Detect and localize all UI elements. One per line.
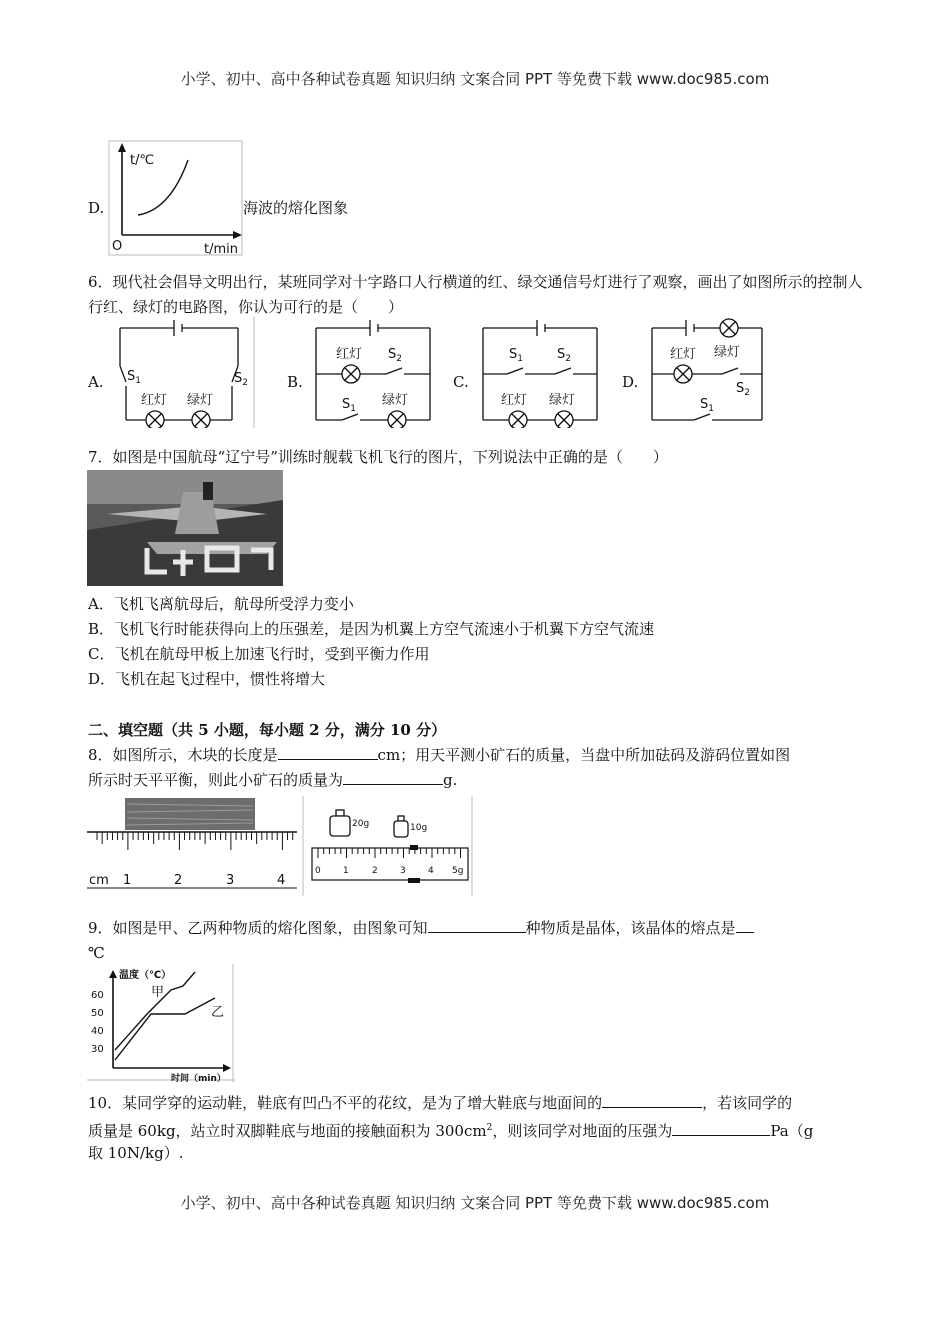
q6a-green-lamp-label: 绿灯	[187, 393, 214, 408]
q9-y-label: 温度（℃）	[119, 970, 172, 981]
q9-y-tick-60: 60	[91, 990, 104, 1001]
q6-circuit-b	[308, 316, 438, 428]
q5-melting-graph	[108, 140, 248, 258]
q8-scale-tick-4: 4	[428, 866, 434, 876]
q9-melting-point-blank[interactable]	[736, 916, 754, 933]
q9-y-tick-30: 30	[91, 1044, 104, 1055]
q10-line-2: 质量是 60kg，站立时双脚鞋底与地面的接触面积为 $300cm^2$，则该同学对地面的压强为 Pa（g	[88, 1116, 868, 1144]
q6-circuit-c	[475, 316, 605, 428]
q8-ruler-tick-1: 1	[123, 873, 132, 888]
q9-crystal-blank[interactable]	[428, 916, 526, 933]
q7-option-c: C．飞机在航母甲板上加速飞行时，受到平衡力作用	[88, 645, 430, 663]
q6-option-a: A.	[88, 373, 104, 391]
q8-line-1: 8．如图所示，木块的长度是 cm；用天平测小矿石的质量，当盘中所加砝码及游码位置如图	[88, 743, 868, 768]
q6b-s1-label: $S_1$	[342, 397, 356, 414]
q9-series-jia: 甲	[151, 985, 165, 1000]
q6c-s1-label: $S_1$	[509, 347, 523, 364]
q9-melting-graph	[87, 964, 235, 1082]
q5-y-axis-label: t/℃	[130, 153, 155, 168]
q6d-s2-label: $S_2$	[736, 381, 750, 398]
q6d-red-lamp-label: 红灯	[670, 347, 697, 362]
page-header: 小学、初中、高中各种试卷真题 知识归纳 文案合同 PPT 等免费下载 www.doc985.com	[180, 70, 770, 88]
q5-option-d-caption: 海波的熔化图象	[243, 199, 349, 217]
q6a-red-lamp-label: 红灯	[141, 393, 168, 408]
q8-ruler-figure	[87, 796, 299, 896]
q8-scale-tick-3: 3	[400, 866, 406, 876]
q7-stem: 7．如图是中国航母“辽宁号”训练时舰载飞机飞行的图片，下列说法中正确的是（ ）	[88, 448, 668, 466]
q7-option-a: A．飞机飞离航母后，航母所受浮力变小	[88, 595, 354, 613]
q9-line-1: 9．如图是甲、乙两种物质的熔化图象，由图象可知 种物质是晶体，该晶体的熔点是	[88, 916, 868, 941]
q6a-s1-label: $S_1$	[127, 369, 141, 386]
q6-circuit-d	[644, 316, 770, 428]
q7-aircraft-carrier-photo	[87, 470, 283, 586]
q10-line-3: 取 10N/kg）.	[88, 1144, 184, 1162]
q8-ruler-tick-2: 2	[174, 873, 183, 888]
q8-weight-10g: 10g	[410, 823, 428, 833]
q6c-s2-label: $S_2$	[557, 347, 571, 364]
q6b-red-lamp-label: 红灯	[336, 347, 363, 362]
q6c-green-lamp-label: 绿灯	[549, 393, 576, 408]
q6-option-c: C.	[453, 373, 469, 391]
q9-y-tick-40: 40	[91, 1026, 104, 1037]
q8-ruler-unit: cm	[89, 873, 109, 888]
q6d-s1-label: $S_1$	[700, 397, 714, 414]
q7-option-d: D．飞机在起飞过程中，惯性将增大	[88, 670, 326, 688]
q8-ruler-tick-3: 3	[226, 873, 235, 888]
q8-scale-tick-0: 0	[315, 866, 321, 876]
q6-option-d: D.	[622, 373, 639, 391]
q9-line-2: ℃	[88, 944, 105, 962]
q5-option-d-label: D.	[88, 199, 105, 217]
q8-scale-tick-2: 2	[372, 866, 378, 876]
q8-weight-20g: 20g	[352, 819, 370, 829]
q9-y-tick-50: 50	[91, 1008, 104, 1019]
q8-mass-blank[interactable]	[343, 768, 443, 785]
q8-ruler-tick-4: 4	[277, 873, 286, 888]
page-footer: 小学、初中、高中各种试卷真题 知识归纳 文案合同 PPT 等免费下载 www.doc985.com	[180, 1194, 770, 1212]
q9-x-label: 时间（min）	[171, 1074, 226, 1082]
q8-scale-tick-5: 5g	[452, 866, 464, 876]
q6-option-b: B.	[287, 373, 303, 391]
q7-option-b: B．飞机飞行时能获得向上的压强差，是因为机翼上方空气流速小于机翼下方空气流速	[88, 620, 655, 638]
q8-wood-length-blank[interactable]	[278, 743, 378, 760]
q5-x-axis-label: t/min	[204, 242, 238, 257]
q10-pressure-blank[interactable]	[672, 1119, 770, 1136]
section-2-title: 二、填空题（共 5 小题，每小题 2 分，满分 10 分）	[88, 721, 447, 739]
q6d-green-lamp-label: 绿灯	[714, 345, 741, 360]
q6-circuit-a	[108, 316, 256, 428]
q6b-green-lamp-label: 绿灯	[382, 393, 409, 408]
q8-line-2: 所示时天平平衡，则此小矿石的质量为 g.	[88, 768, 868, 793]
q6-stem: 6．现代社会倡导文明出行，某班同学对十字路口人行横道的红、绿交通信号灯进行了观察，画出了如图所示的控制人行红、绿灯的电路图，你认为可行的是（ ）	[88, 273, 863, 316]
q6a-s2-label: $S_2$	[234, 371, 248, 388]
q10-line-1: 10．某同学穿的运动鞋，鞋底有凹凸不平的花纹，是为了增大鞋底与地面间的 ，若该同学的	[88, 1091, 868, 1116]
q8-balance-figure	[302, 796, 474, 896]
q9-series-yi: 乙	[211, 1005, 225, 1020]
q10-friction-blank[interactable]	[602, 1091, 702, 1108]
q6b-s2-label: $S_2$	[388, 347, 402, 364]
q6c-red-lamp-label: 红灯	[501, 393, 528, 408]
q5-origin-label: O	[112, 239, 123, 254]
q8-scale-tick-1: 1	[343, 866, 349, 876]
